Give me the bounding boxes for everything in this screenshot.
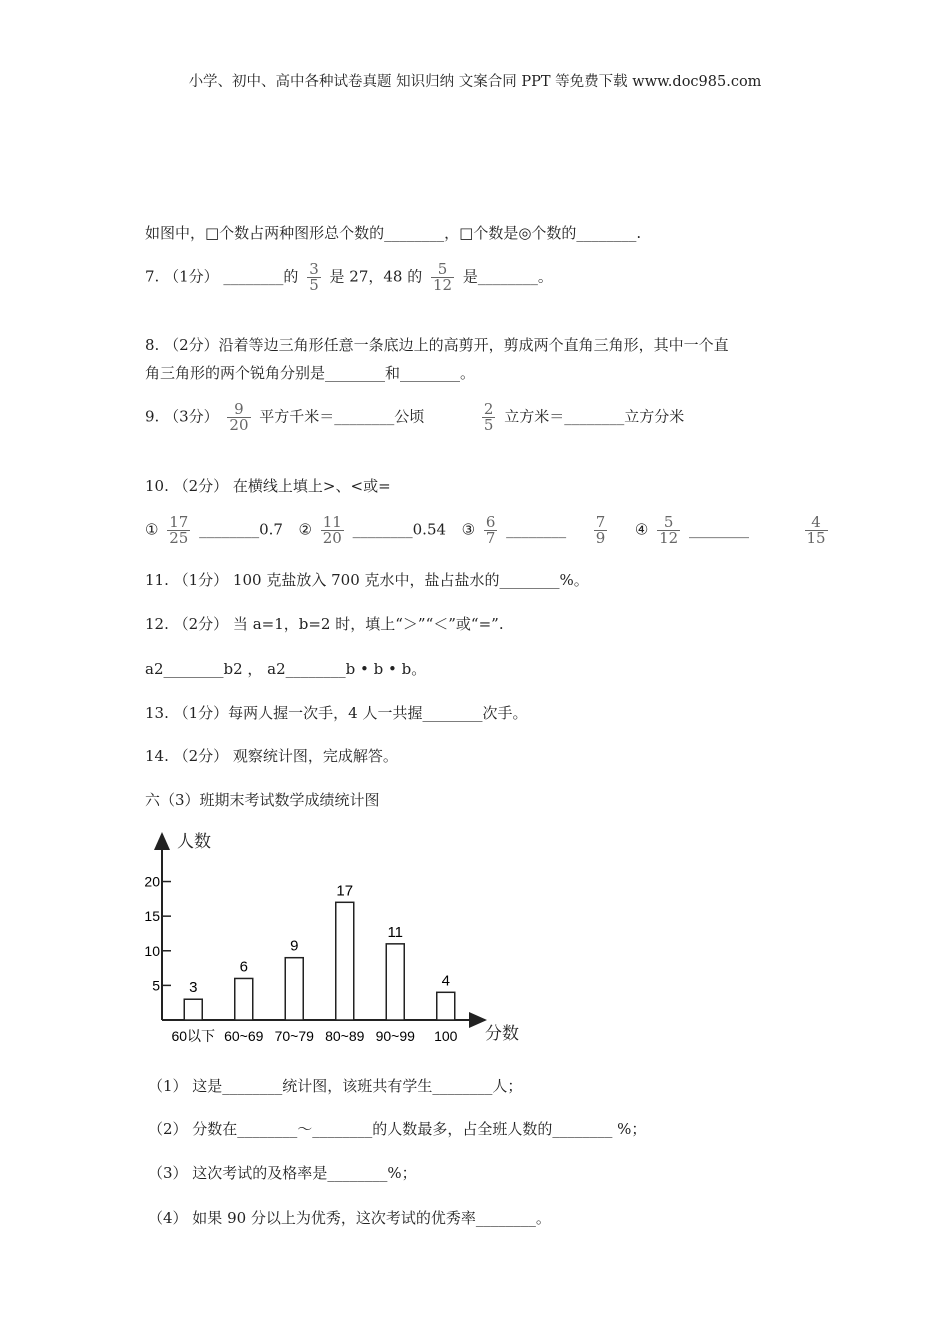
item-mark: ④ [634,520,649,539]
fraction: $\frac{7}{9}$ [595,513,606,547]
question-12-line1: 12. （2分） 当 a=1，b=2 时，填上“＞”“＜”或“=”. [145,615,504,633]
question-10-items [145,515,832,546]
bar-value-label: 4 [441,972,450,990]
question-8-line1: 8. （2分）沿着等边三角形任意一条底边上的高剪开，剪成两个直角三角形，其中一个直 [145,336,729,354]
question-9 [145,402,684,433]
q9-prefix: 9. （3分） [145,407,219,426]
x-axis-label: 分数 [485,1024,519,1043]
item-mark: ① [145,520,159,539]
question-12-line2: a2________b2 ， a2________b • b • b。 [145,660,427,678]
fraction: $\frac{9}{20}$ [229,400,249,434]
bar-chart [140,820,540,1060]
item-mark: ③ [461,520,476,539]
blank: ________0.7 [199,520,283,539]
sub-question-4: （4） 如果 90 分以上为优秀，这次考试的优秀率________。 [148,1209,551,1227]
y-tick-label: 15 [144,908,160,925]
fraction: $\frac{6}{7}$ [485,513,496,547]
sub-question-2: （2） 分数在________～________的人数最多，占全班人数的________ %； [148,1120,647,1138]
bar [336,902,354,1020]
fraction: $\frac{4}{15}$ [806,513,826,547]
bar [386,944,404,1020]
fraction: $\frac{11}{20}$ [322,513,342,547]
bar-value-label: 17 [336,882,354,900]
bar-value-label: 11 [387,923,404,941]
question-8-line2: 角三角形的两个锐角分别是________和________。 [145,364,476,382]
fraction: $\frac{3}{5}$ [309,260,319,294]
fraction: $\frac{5}{12}$ [659,513,679,547]
page-header: 小学、初中、高中各种试卷真题 知识归纳 文案合同 PPT 等免费下载 www.doc985.com [188,74,762,90]
blank: ________0.54 [352,520,447,539]
bar [184,999,202,1020]
x-tick-label: 100 [434,1028,458,1044]
y-tick-label: 20 [144,873,160,890]
x-tick-label: 60~69 [224,1028,264,1044]
x-tick-label: 80~89 [325,1028,365,1044]
x-tick-label: 90~99 [375,1028,415,1044]
bar-value-label: 3 [189,979,198,997]
x-tick-label: 70~79 [274,1028,314,1044]
q7-suffix: 是________。 [462,267,553,286]
q9-mid: 平方千米＝________公顷 [259,407,425,426]
bar-value-label: 6 [239,958,248,976]
q7-mid: 是 27，48 的 [329,267,423,286]
question-11: 11. （1分） 100 克盐放入 700 克水中，盐占盐水的________%。 [145,571,589,589]
sub-question-1: （1） 这是________统计图，该班共有学生________人； [148,1077,523,1095]
question-10-title: 10. （2分） 在横线上填上>、<或= [145,477,391,495]
fraction: $\frac{2}{5}$ [483,400,494,434]
bar [235,978,253,1020]
question-13: 13. （1分）每两人握一次手，4 人一共握________次手。 [145,704,528,722]
bar-value-label: 9 [290,937,299,955]
chart-title: 六（3）班期末考试数学成绩统计图 [145,791,380,809]
x-tick-label: 60以下 [171,1028,216,1044]
y-axis-label: 人数 [177,832,211,851]
item-mark: ② [298,520,312,539]
blank: ________ [506,520,567,539]
y-tick-label: 10 [144,942,160,959]
q9-suffix: 立方米＝________立方分米 [504,407,685,426]
blank: ________ [688,520,749,539]
y-tick-label: 5 [152,977,160,994]
fraction: $\frac{5}{12}$ [433,260,453,294]
question-6-tail: 如图中，□个数占两种图形总个数的________，□个数是◎个数的________. [145,224,642,242]
sub-question-3: （3） 这次考试的及格率是________%； [148,1164,417,1182]
fraction: $\frac{17}{25}$ [169,513,189,547]
bar [437,992,455,1020]
q7-prefix: 7. （1分） ________的 [145,267,299,286]
bar [285,958,303,1020]
question-7 [145,262,553,293]
question-14: 14. （2分） 观察统计图，完成解答。 [145,747,398,765]
